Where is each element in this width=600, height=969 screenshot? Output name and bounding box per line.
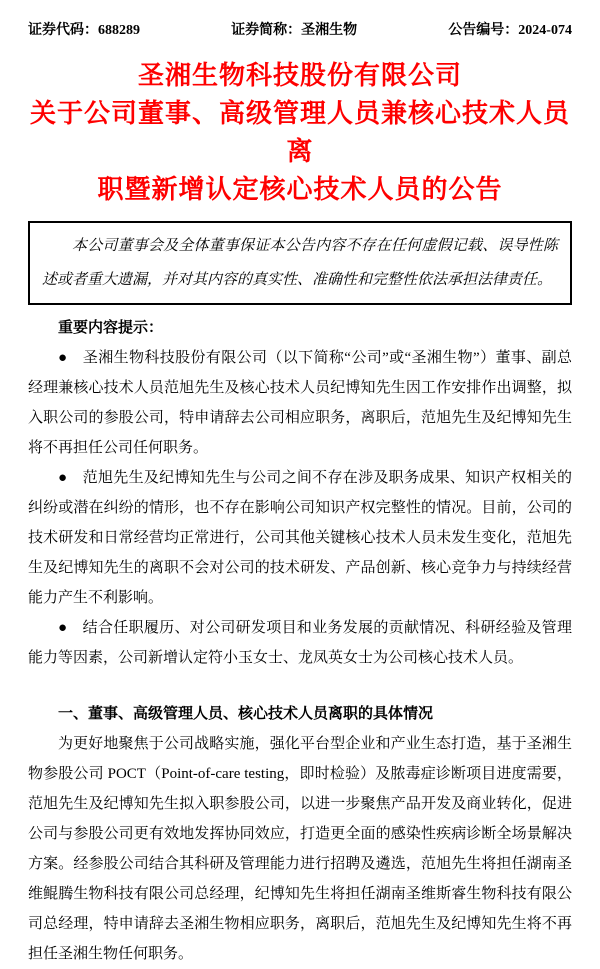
document-title	[28, 56, 572, 208]
title-subject-line-1: 关于公司董事、高级管理人员兼核心技术人员离	[29, 98, 570, 166]
stock-abbr: 证券简称：圣湘生物	[231, 23, 358, 38]
declaration-box	[28, 221, 572, 305]
document-body	[28, 313, 572, 969]
notice-bullet-3: ● 结合任职履历、对公司研发项目和业务发展的贡献情况、科研经验及管理能力等因素，公司新增认定符小玉女士、龙凤英女士为公司核心技术人员。	[28, 620, 572, 666]
section-one-paragraph: 为更好地聚焦于公司战略实施，强化平台型企业和产业生态打造，基于圣湘生物参股公司 POCT（Point-of-care testing，即时检验）及脓毒症诊断项目进度需要，范旭先生及纪博知先生拟入职参股公司，以进一步聚焦产品开发及商业转化，促进公司与参股公司更有效地发挥协同效应，打造更全面的感染性疾病诊断全场景解决方案。经参股公司结合其科研及管理能力进行招聘及遴选，范旭先生将担任湖南圣维鲲腾生物科技有限公司总经理，纪博知先生将担任湖南圣维斯睿生物科技有限公司总经理，特申请辞去圣湘生物相应职务，离职后，范旭先生及纪博知先生将不再担任圣湘生物任何职务。	[28, 736, 572, 962]
notice-bullet-1: ● 圣湘生物科技股份有限公司（以下简称“公司”或“圣湘生物”）董事、副总经理兼核心技术人员范旭先生及核心技术人员纪博知先生因工作安排作出调整，拟入职公司的参股公司，特申请辞去公司相应职务，离职后，范旭先生及纪博知先生将不再担任公司任何职务。	[28, 350, 572, 456]
stock-code: 证券代码：688289	[28, 23, 140, 38]
title-subject-line-2: 职暨新增认定核心技术人员的公告	[97, 174, 503, 204]
section-one-heading: 一、董事、高级管理人员、核心技术人员离职的具体情况	[58, 706, 434, 722]
important-notice-heading: 重要内容提示：	[58, 320, 164, 336]
title-company-line: 圣湘生物科技股份有限公司	[137, 60, 462, 90]
document-header	[28, 22, 572, 40]
notice-bullet-2: ● 范旭先生及纪博知先生与公司之间不存在涉及职务成果、知识产权相关的纠纷或潜在纠纷的情形，也不存在影响公司知识产权完整性的情况。目前，公司的技术研发和日常经营均正常进行，公司其他关键核心技术人员未发生变化，范旭先生及纪博知先生的离职不会对公司的技术研发、产品创新、核心竞争力与持续经营能力产生不利影响。	[28, 470, 572, 606]
declaration-text: 本公司董事会及全体董事保证本公告内容不存在任何虚假记载、误导性陈述或者重大遗漏，并对其内容的真实性、准确性和完整性依法承担法律责任。	[42, 238, 558, 288]
announcement-number: 公告编号：2024-074	[448, 23, 572, 38]
